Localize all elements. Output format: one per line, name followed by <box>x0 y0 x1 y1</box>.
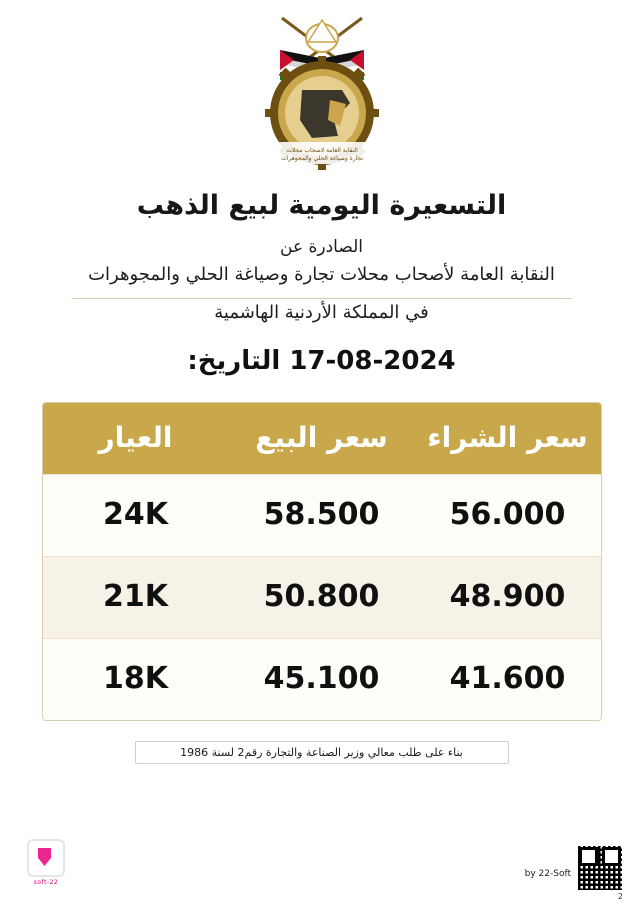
issued-by-label: الصادرة عن <box>280 237 363 257</box>
qr-code-icon[interactable] <box>577 845 623 891</box>
subtitle-block <box>0 235 643 326</box>
cell-sell-price: 58.500 <box>229 474 415 556</box>
country-line: في المملكة الأردنية الهاشمية <box>214 301 429 323</box>
table-header-row <box>43 403 601 475</box>
qr-credit-label: by 22-Soft <box>524 869 571 879</box>
rates-table <box>43 403 601 720</box>
svg-text:النقابة العامة لاصحاب محلات: النقابة العامة لاصحاب محلات <box>285 147 358 154</box>
table-row <box>43 638 601 720</box>
rates-table-container <box>42 402 602 721</box>
cell-buy-price: 56.000 <box>415 474 601 556</box>
footer-bar <box>0 831 643 901</box>
date-value: 17-08-2024 <box>289 345 456 376</box>
svg-text:تجارة وصياغة الحلي والمجوهرات: تجارة وصياغة الحلي والمجوهرات <box>280 155 363 162</box>
cell-sell-price: 50.800 <box>229 556 415 638</box>
cell-karat: 18K <box>43 638 229 720</box>
legal-footnote: بناء على طلب معالي وزير الصناعة والتجارة رقم2 لسنة 1986 <box>135 741 509 764</box>
column-header-karat: العيار <box>43 403 229 475</box>
logo-container <box>0 0 643 176</box>
cell-karat: 21K <box>43 556 229 638</box>
date-label: التاريخ: <box>187 345 281 376</box>
syndicate-emblem-icon <box>242 8 402 176</box>
cell-karat: 24K <box>43 474 229 556</box>
qr-area <box>525 845 623 891</box>
column-header-buy: سعر الشراء <box>415 403 601 475</box>
brand-label: 22-soft <box>33 879 59 886</box>
organization-name: النقابة العامة لأصحاب محلات تجارة وصياغة الحلي والمجوهرات <box>88 263 555 285</box>
cell-buy-price: 48.900 <box>415 556 601 638</box>
brand-logo <box>24 839 68 891</box>
date-row <box>0 346 643 376</box>
table-row <box>43 474 601 556</box>
qr-caption: 2 <box>617 892 623 901</box>
brand-box-icon <box>27 839 65 877</box>
cell-sell-price: 45.100 <box>229 638 415 720</box>
column-header-sell: سعر البيع <box>229 403 415 475</box>
table-row <box>43 556 601 638</box>
cell-buy-price: 41.600 <box>415 638 601 720</box>
page-title: التسعيرة اليومية لبيع الذهب <box>136 190 507 221</box>
